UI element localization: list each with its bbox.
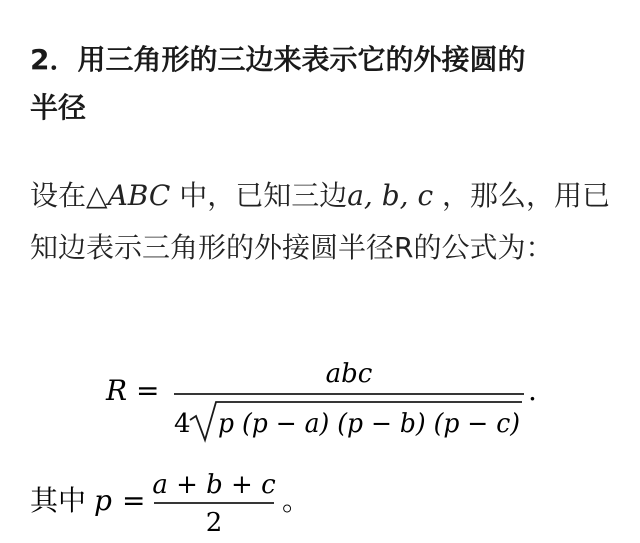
note-numerator: a + b + c [152, 470, 276, 500]
mid-text: 中，已知三边 [170, 179, 348, 212]
p-definition [30, 465, 630, 535]
heading-title-line2: 半径 [30, 91, 87, 124]
formula-lhs: R [106, 374, 128, 407]
section-heading [30, 36, 610, 132]
triangle-name: ABC [107, 179, 171, 212]
intro-text: 设在 [30, 179, 87, 212]
note-end: 。 [282, 484, 311, 517]
formula-radicand: p (p − a) (p − b) (p − c) [218, 409, 520, 439]
formula-period: . [528, 374, 537, 407]
radius-formula [0, 350, 640, 460]
heading-title-line1: 用三角形的三边来表示它的外接圆的 [77, 43, 526, 76]
note-prefix: 其中 [30, 484, 87, 517]
denominator-coefficient: 4 [174, 409, 191, 439]
note-equals: = [122, 484, 146, 517]
description-paragraph [30, 170, 620, 274]
triangle-symbol: △ [86, 179, 108, 212]
formula-numerator: abc [325, 359, 373, 389]
note-denominator: 2 [205, 508, 223, 535]
heading-number: 2． [30, 43, 78, 76]
formula-equals: = [136, 374, 160, 407]
note-variable: p [94, 484, 112, 517]
after-sides-text: ，那么，用已知边表示三角形的外接圆半径R的公式为： [30, 179, 611, 264]
sides-variables: a, b, c [347, 179, 434, 212]
